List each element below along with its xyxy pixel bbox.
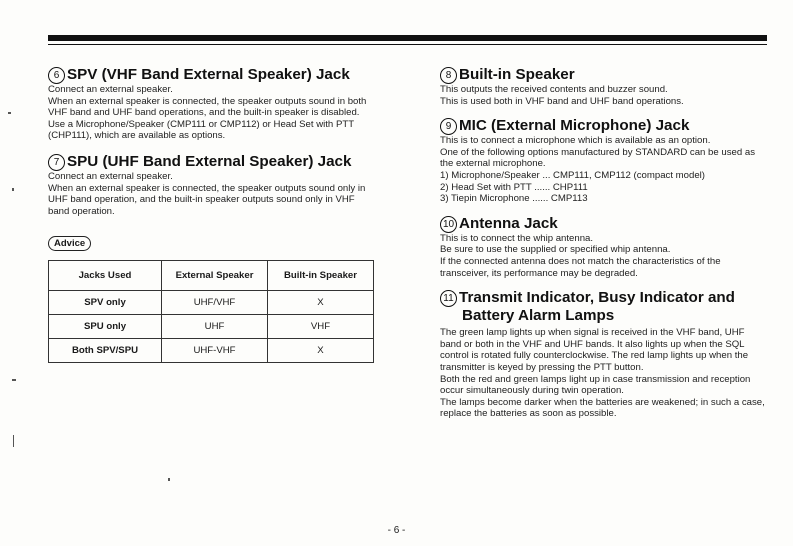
section-number-badge: 8 — [440, 67, 457, 84]
page-number: - 6 - — [387, 525, 406, 536]
list-item: 1) Microphone/Speaker ... CMP111, CMP112 (compact model) — [440, 169, 706, 181]
paragraph: One of the following options manufactured by STANDARD can be used as the external microphone. — [440, 146, 755, 170]
paragraph: Both the red and green lamps light up in case transmission and reception occur simultaneously during twin operation. — [440, 373, 751, 397]
section-7-heading — [48, 153, 378, 171]
table-header-row — [49, 261, 374, 291]
table-cell: SPV only — [49, 291, 162, 315]
table-row — [49, 339, 374, 363]
paragraph: When an external speaker is connected, the speaker outputs sound in both VHF band and UHF band operations, and the built-in speaker is disabled. — [48, 95, 367, 119]
table-cell: Both SPV/SPU — [49, 339, 162, 363]
table-cell: UHF-VHF — [162, 339, 268, 363]
table-cell: UHF/VHF — [162, 291, 268, 315]
paragraph: When an external speaker is connected, the speaker outputs sound only in UHF band operation, and the built-in speaker outputs sound only in VHF band operation. — [48, 182, 366, 217]
list-item: 3) Tiepin Microphone ...... CMP113 — [440, 193, 588, 205]
list-item: 2) Head Set with PTT ...... CHP111 — [440, 181, 588, 193]
section-11-body — [440, 327, 766, 420]
header-rule-thin — [48, 44, 767, 45]
jacks-table — [48, 260, 374, 363]
section-9-heading — [440, 117, 766, 135]
table-cell: UHF — [162, 315, 268, 339]
scan-mark — [168, 478, 170, 481]
scan-mark — [12, 188, 14, 191]
paragraph: Be sure to use the supplied or specified whip antenna. — [440, 244, 671, 256]
section-11-title: Transmit Indicator, Busy Indicator and — [459, 289, 735, 307]
section-10-heading — [440, 215, 766, 233]
paragraph: If the connected antenna does not match the characteristics of the transceiver, its performance may be degraded. — [440, 255, 721, 279]
section-6-heading — [48, 66, 378, 84]
paragraph: Connect an external speaker. — [48, 84, 173, 95]
section-7-title: SPU (UHF Band External Speaker) Jack — [67, 152, 352, 170]
left-column — [48, 66, 378, 363]
table-header-cell: Built-in Speaker — [268, 261, 374, 291]
scan-mark — [12, 379, 16, 381]
table-header-cell: External Speaker — [162, 261, 268, 291]
advice-badge: Advice — [48, 236, 91, 251]
section-8-body — [440, 84, 766, 107]
section-9-body — [440, 135, 766, 205]
scan-mark — [13, 435, 14, 447]
section-number-badge: 9 — [440, 118, 457, 135]
paragraph: This is to connect a microphone which is available as an option. — [440, 135, 711, 147]
paragraph: Connect an external speaker. — [48, 170, 173, 182]
table-row — [49, 315, 374, 339]
paragraph: This is to connect the whip antenna. — [440, 232, 594, 244]
paragraph: This is used both in VHF band and UHF band operations. — [440, 95, 684, 107]
section-7-body — [48, 171, 378, 217]
section-9-title: MIC (External Microphone) Jack — [459, 117, 690, 135]
header-rule-thick — [48, 35, 767, 41]
section-6-body — [48, 84, 378, 142]
section-number-badge: 7 — [48, 154, 65, 171]
section-6-title: SPV (VHF Band External Speaker) Jack — [67, 66, 350, 83]
table-cell: SPU only — [49, 315, 162, 339]
section-number-badge: 6 — [48, 67, 65, 84]
table-cell: X — [268, 339, 374, 363]
section-10-title: Antenna Jack — [459, 214, 558, 232]
section-number-badge: 10 — [440, 216, 457, 233]
right-column — [440, 66, 766, 420]
section-number-badge: 11 — [440, 290, 457, 307]
table-cell: X — [268, 291, 374, 315]
table-row — [49, 291, 374, 315]
section-8-title: Built-in Speaker — [459, 66, 575, 83]
section-10-body — [440, 233, 766, 279]
paragraph: The green lamp lights up when signal is received in the VHF band, UHF band or both in the VHF and UHF bands. It also lights up when the SQL control is rotated fully counterclockwise. The red lamp lights up when the transmitter is keyed by pressing the PTT button. — [440, 327, 749, 373]
table-header-cell: Jacks Used — [49, 261, 162, 291]
paragraph: Use a Microphone/Speaker (CMP111 or CMP112) or Head Set with PTT (CHP111), which are available as options. — [48, 118, 354, 142]
paragraph: This outputs the received contents and buzzer sound. — [440, 84, 668, 95]
paragraph: The lamps become darker when the batteries are weakened; in such a case, replace the batteries as soon as possible. — [440, 396, 765, 420]
table-cell: VHF — [268, 315, 374, 339]
section-11-title-continued: Battery Alarm Lamps — [462, 307, 615, 325]
scan-mark — [8, 112, 11, 114]
section-8-heading — [440, 66, 766, 84]
section-11-heading — [440, 289, 766, 325]
